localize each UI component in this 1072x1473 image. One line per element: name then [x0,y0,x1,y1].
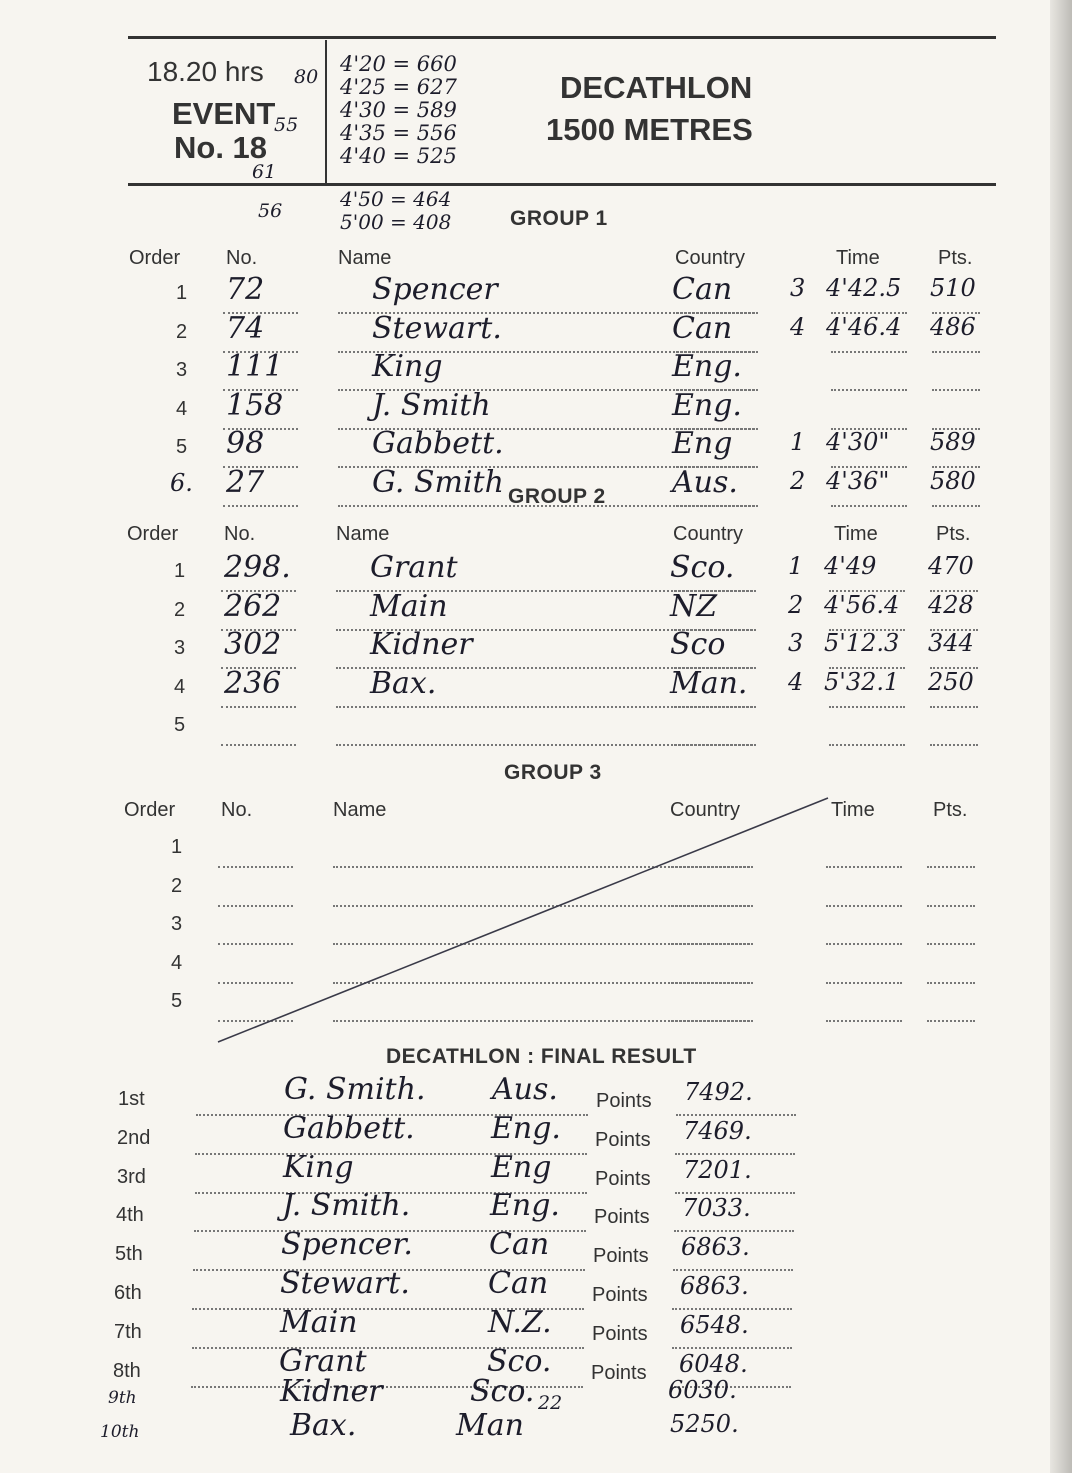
final-place: 3rd [117,1165,146,1188]
race-time: 4'30" [826,428,890,456]
athlete-name: Main [370,588,448,624]
scoring-note: 4'25 = 627 [340,75,457,99]
points-label: Points [595,1128,651,1151]
final-country: Can [489,1227,550,1263]
scoring-note: 4'30 = 589 [340,98,457,122]
final-points: 5250. [670,1410,739,1438]
col-name: Name [336,523,390,545]
final-country: Aus. [492,1072,558,1107]
row-order: 6. [170,468,193,497]
race-time: 5'12.3 [824,629,900,657]
athlete-name: King [372,349,443,384]
group-3-title: GROUP 3 [504,761,602,784]
points-label: Points [593,1245,649,1268]
race-position: 2 [788,590,804,619]
event-number: No. 18 [174,130,268,165]
strike-line [218,798,828,1042]
group-2-title: GROUP 2 [508,485,606,508]
final-country: Man [456,1408,524,1443]
final-place: 9th [108,1388,137,1408]
col-time: Time [836,247,880,269]
race-position: 4 [788,667,804,696]
final-points: 7033. [682,1194,751,1223]
athlete-country: Can [672,272,733,307]
col-order: Order [127,523,179,545]
final-result-title: DECATHLON : FINAL RESULT [386,1045,697,1068]
dotted-line [672,1347,792,1349]
final-place: 8th [113,1359,141,1382]
points-label: Points [594,1206,650,1229]
athlete-country: Eng [672,426,733,461]
row-order: 5 [176,436,188,458]
row-order: 1 [176,282,188,304]
col-country: Country [673,523,744,545]
final-name: Kidner [280,1374,383,1409]
col-name: Name [338,247,392,269]
race-position: 3 [788,629,804,657]
row-order: 1 [171,836,183,858]
col-country: Country [670,799,741,821]
athlete-name: Bax. [370,665,437,701]
row-order: 3 [174,637,186,659]
final-points: 7469. [683,1116,752,1145]
col-no: No. [221,799,253,821]
athlete-number: 298. [224,550,291,585]
final-points: 7201. [683,1155,752,1184]
race-position: 2 [790,466,806,495]
event-title-line1: DECATHLON [560,70,753,105]
col-pts: Pts. [933,799,968,821]
event-label: EVENT [172,96,276,131]
col-no: No. [224,523,256,545]
row-order: 4 [176,397,188,420]
athlete-number: 98 [226,426,265,461]
dotted-line [675,1153,795,1155]
col-no: No. [226,247,258,269]
athlete-country: Can [672,310,733,346]
final-points: 7492. [684,1078,753,1106]
athlete-number: 262 [224,588,282,624]
col-pts: Pts. [938,247,973,269]
final-points: 6863. [681,1233,750,1262]
final-place: 10th [100,1422,140,1442]
points-label: Points [596,1090,652,1112]
scoring-note: 4'35 = 556 [340,121,457,145]
final-country: Eng. [490,1188,560,1224]
athlete-number: 158 [226,387,284,423]
athlete-name: Grant [370,550,458,585]
final-name: Spencer. [281,1227,413,1263]
final-name: J. Smith. [282,1188,411,1224]
row-order: 2 [171,874,183,897]
final-note: 22 [538,1392,563,1414]
race-points: 428 [928,590,974,619]
col-time: Time [831,799,875,821]
margin-note: 55 [274,114,299,136]
race-time: 4'49 [824,552,877,580]
points-label: Points [591,1361,647,1384]
race-position: 4 [790,312,806,341]
final-country: Sco. [487,1343,552,1379]
final-name: Gabbett. [283,1110,415,1146]
final-points: 6048. [679,1349,748,1378]
athlete-name: J. Smith [372,387,491,423]
final-country: Sco. [470,1374,535,1409]
race-points: 510 [930,274,976,302]
row-order: 3 [171,913,183,935]
scoring-note: 5'00 = 408 [340,210,452,234]
final-place: 1st [118,1088,145,1110]
final-name: King [283,1149,354,1185]
race-time: 4'36" [826,466,890,495]
scoring-note: 4'40 = 525 [340,144,457,168]
row-order: 1 [174,560,186,582]
event-time: 18.20 hrs [147,56,264,87]
race-position: 1 [788,552,804,580]
col-pts: Pts. [936,523,971,545]
race-points: 344 [928,629,974,657]
athlete-country: Eng. [672,387,742,423]
athlete-number: 111 [226,349,284,384]
final-country: N.Z. [488,1304,552,1340]
final-name: Grant [279,1343,367,1379]
athlete-name: G. Smith [372,464,504,500]
race-points: 589 [930,428,976,456]
final-place: 2nd [117,1126,151,1149]
points-label: Points [592,1284,648,1306]
final-country: Eng [491,1149,552,1185]
race-time: 4'42.5 [826,274,902,302]
points-label: Points [592,1322,648,1345]
race-points: 580 [930,466,976,495]
final-place: 6th [114,1282,142,1304]
final-points: 6863. [680,1272,749,1300]
margin-note: 61 [252,161,277,183]
event-title-line2: 1500 METRES [546,112,753,147]
race-position: 3 [790,274,806,302]
athlete-name: Gabbett. [372,426,504,461]
dotted-line [676,1114,796,1116]
scoring-note: 4'50 = 464 [340,187,452,211]
dotted-line [675,1192,795,1194]
race-points: 486 [930,312,976,341]
race-points: 470 [928,552,974,580]
dotted-line [673,1269,793,1271]
row-order: 3 [176,359,188,381]
final-country: Can [488,1266,549,1301]
athlete-number: 27 [226,464,265,500]
row-order: 5 [174,714,186,736]
points-label: Points [595,1167,651,1190]
race-time: 5'32.1 [824,667,900,696]
athlete-country: Sco [670,627,726,662]
race-time: 4'56.4 [824,590,900,619]
col-country: Country [675,247,746,269]
dotted-line [672,1308,792,1310]
row-order: 4 [174,675,186,698]
final-name: Bax. [290,1408,357,1443]
race-time: 4'46.4 [826,312,902,341]
race-position: 1 [790,428,806,456]
athlete-name: Stewart. [372,310,502,346]
athlete-number: 72 [226,272,265,307]
scoring-note: 4'20 = 660 [340,52,457,76]
athlete-number: 74 [226,310,265,346]
col-name: Name [333,799,387,821]
athlete-number: 302 [224,627,282,662]
athlete-country: NZ [670,588,718,624]
row-order: 5 [171,990,183,1012]
athlete-country: Sco. [670,550,735,585]
athlete-name: Spencer [372,272,498,307]
final-place: 5th [115,1243,143,1266]
col-order: Order [129,247,181,269]
final-place: 4th [116,1204,144,1227]
athlete-country: Aus. [672,464,738,500]
group-1-title: GROUP 1 [510,207,608,230]
row-order: 2 [176,320,188,343]
athlete-country: Man. [670,665,748,701]
col-time: Time [834,523,878,545]
final-name: Main [280,1304,358,1340]
final-name: Stewart. [280,1266,410,1301]
dotted-line [674,1230,794,1232]
final-name: G. Smith. [284,1072,426,1107]
margin-note: 56 [258,200,283,222]
race-points: 250 [928,667,974,696]
final-points: 6548. [680,1310,749,1339]
final-points: 6030. [668,1376,737,1404]
athlete-country: Eng. [672,349,742,384]
final-place: 7th [114,1320,142,1343]
athlete-name: Kidner [370,627,473,662]
col-order: Order [124,799,176,821]
row-order: 4 [171,951,183,974]
final-country: Eng. [491,1110,561,1146]
row-order: 2 [174,598,186,621]
athlete-number: 236 [224,665,282,701]
margin-note: 80 [294,66,319,88]
